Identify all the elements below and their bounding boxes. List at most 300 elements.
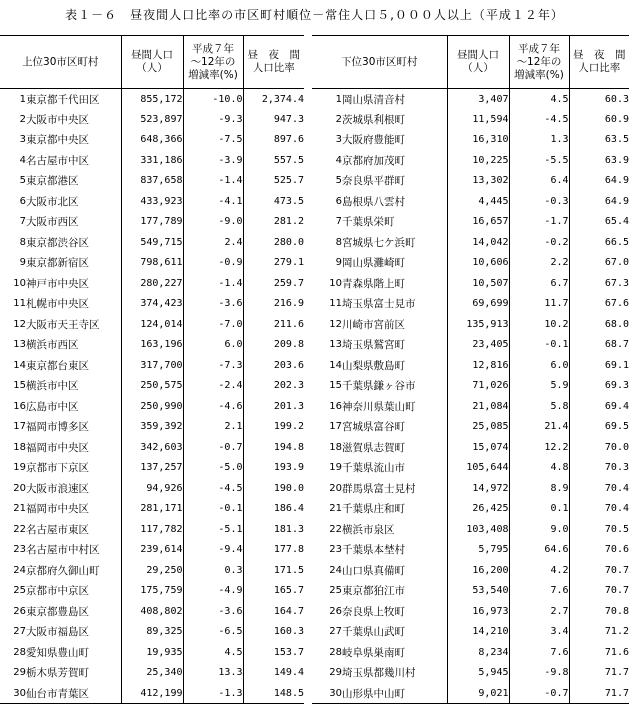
municipality-name: 京都市下京区 [26,458,121,479]
municipality-name: 青森県階上町 [342,273,447,294]
day-night-ratio: 67.3 [569,273,629,294]
table-row [312,376,629,397]
header-line: （人） [122,62,183,75]
day-night-ratio: 70.8 [569,601,629,622]
table-row [0,150,304,171]
growth-rate: 4.5 [183,642,243,663]
rank-cell: 26 [312,601,342,622]
growth-rate: -0.9 [183,253,243,274]
rank-cell: 30 [0,683,26,704]
day-night-ratio: 201.3 [243,396,304,417]
table-row [312,355,629,376]
day-night-ratio: 64.9 [569,191,629,212]
day-night-ratio: 280.0 [243,232,304,253]
municipality-name: 神戸市中央区 [26,273,121,294]
growth-rate: -9.4 [183,540,243,561]
table-row [312,171,629,192]
daytime-population: 105,644 [447,458,509,479]
day-night-ratio: 160.3 [243,622,304,643]
rank-cell: 10 [0,273,26,294]
municipality-name: 東京都港区 [26,171,121,192]
table-row [0,642,304,663]
table-row [0,519,304,540]
municipality-name: 大阪市西区 [26,212,121,233]
table-row [312,294,629,315]
growth-rate: 2.7 [509,601,569,622]
day-night-ratio: 60.3 [569,89,629,110]
daytime-population: 137,257 [121,458,183,479]
day-night-ratio: 70.7 [569,581,629,602]
growth-rate: 6.4 [509,171,569,192]
day-night-ratio: 194.8 [243,437,304,458]
daytime-population: 124,014 [121,314,183,335]
municipality-name: 東京都千代田区 [26,89,121,110]
growth-rate: -0.1 [509,335,569,356]
rank-cell: 13 [0,335,26,356]
day-night-ratio: 63.9 [569,150,629,171]
rank-cell: 17 [312,417,342,438]
day-night-ratio: 70.7 [569,560,629,581]
municipality-name: 岡山県清音村 [342,89,447,110]
table-row [312,683,629,704]
daytime-population: 342,603 [121,437,183,458]
growth-rate: -1.7 [509,212,569,233]
rank-cell: 28 [0,642,26,663]
table-row [0,191,304,212]
daytime-population: 14,972 [447,478,509,499]
rank-cell: 26 [0,601,26,622]
daytime-population: 3,407 [447,89,509,110]
municipality-name: 福岡市博多区 [26,417,121,438]
growth-rate: 6.7 [509,273,569,294]
day-night-ratio: 70.0 [569,437,629,458]
table-row [312,499,629,520]
rank-cell: 16 [312,396,342,417]
table-row [0,478,304,499]
daytime-population: 359,392 [121,417,183,438]
growth-rate: 6.0 [509,355,569,376]
day-night-ratio: 2,374.4 [243,89,304,110]
rank-cell: 5 [0,171,26,192]
municipality-name: 大阪市浪速区 [26,478,121,499]
daytime-population: 16,657 [447,212,509,233]
table-row [0,540,304,561]
day-night-ratio: 557.5 [243,150,304,171]
growth-rate: 8.9 [509,478,569,499]
growth-rate: 21.4 [509,417,569,438]
day-night-ratio: 473.5 [243,191,304,212]
table-row [312,601,629,622]
daytime-population: 29,250 [121,560,183,581]
rank-cell: 12 [0,314,26,335]
municipality-name: 京都府久御山町 [26,560,121,581]
growth-rate: -0.1 [183,499,243,520]
daytime-population: 10,507 [447,273,509,294]
municipality-name: 名古屋市中区 [26,150,121,171]
daytime-population: 10,225 [447,150,509,171]
municipality-name: 横浜市泉区 [342,519,447,540]
day-night-ratio: 181.3 [243,519,304,540]
growth-rate: -1.4 [183,171,243,192]
day-night-ratio: 67.6 [569,294,629,315]
daytime-population: 317,700 [121,355,183,376]
table-row [312,622,629,643]
daytime-population: 281,171 [121,499,183,520]
day-night-ratio: 69.4 [569,396,629,417]
top30-header-row [0,36,304,89]
table-row [312,437,629,458]
day-night-ratio: 69.5 [569,417,629,438]
header-line: 昼間人口 [448,49,509,62]
day-night-ratio: 63.5 [569,130,629,151]
day-night-ratio: 947.3 [243,109,304,130]
table-row [0,663,304,684]
growth-rate: -3.9 [183,150,243,171]
table-row [312,109,629,130]
header-line: 昼 夜 間 [570,49,629,62]
daytime-population: 280,227 [121,273,183,294]
growth-rate: -7.5 [183,130,243,151]
day-night-ratio: 67.0 [569,253,629,274]
table-row [312,273,629,294]
rank-cell: 11 [0,294,26,315]
rank-cell: 21 [0,499,26,520]
day-night-ratio: 209.8 [243,335,304,356]
table-row [0,683,304,704]
table-row [0,335,304,356]
day-night-ratio: 71.6 [569,642,629,663]
rank-cell: 14 [0,355,26,376]
growth-rate: -4.6 [183,396,243,417]
day-night-ratio: 193.9 [243,458,304,479]
daytime-population: 16,200 [447,560,509,581]
table-row [0,396,304,417]
rank-cell: 8 [312,232,342,253]
municipality-name: 仙台市青葉区 [26,683,121,704]
daytime-population: 798,611 [121,253,183,274]
growth-rate: -9.8 [509,663,569,684]
daytime-population: 71,026 [447,376,509,397]
daytime-population: 5,795 [447,540,509,561]
rank-cell: 18 [312,437,342,458]
daytime-population: 13,302 [447,171,509,192]
table-row [0,89,304,110]
rank-cell: 1 [0,89,26,110]
rank-cell: 12 [312,314,342,335]
daytime-population: 855,172 [121,89,183,110]
table-row [312,150,629,171]
table-row [312,478,629,499]
top30-daytime-header [121,36,183,89]
rank-cell: 2 [0,109,26,130]
table-row [0,212,304,233]
day-night-ratio: 69.3 [569,376,629,397]
table-row [312,314,629,335]
bottom30-growth-header [509,36,569,89]
table-row [312,417,629,438]
day-night-ratio: 153.7 [243,642,304,663]
municipality-name: 宮城県七ケ浜町 [342,232,447,253]
day-night-ratio: 202.3 [243,376,304,397]
municipality-name: 横浜市西区 [26,335,121,356]
growth-rate: -7.0 [183,314,243,335]
daytime-population: 374,423 [121,294,183,315]
growth-rate: -10.0 [183,89,243,110]
table-row [312,212,629,233]
daytime-population: 103,408 [447,519,509,540]
rank-cell: 27 [312,622,342,643]
daytime-population: 10,606 [447,253,509,274]
growth-rate: -4.9 [183,581,243,602]
header-line: ～12年の [184,56,243,69]
growth-rate: -4.5 [509,109,569,130]
municipality-name: 奈良県上牧町 [342,601,447,622]
daytime-population: 26,425 [447,499,509,520]
table-row [312,253,629,274]
bottom30-body [312,89,629,704]
daytime-population: 69,699 [447,294,509,315]
table-row [312,191,629,212]
rank-cell: 24 [312,560,342,581]
table-row [0,171,304,192]
growth-rate: 4.8 [509,458,569,479]
daytime-population: 21,084 [447,396,509,417]
day-night-ratio: 70.5 [569,519,629,540]
growth-rate: -0.7 [509,683,569,704]
table-row [0,458,304,479]
top30-ratio-header [243,36,304,89]
table-row [312,130,629,151]
daytime-population: 408,802 [121,601,183,622]
growth-rate: 9.0 [509,519,569,540]
header-line: 平成７年 [510,43,569,56]
day-night-ratio: 65.4 [569,212,629,233]
bottom30-table [312,35,629,704]
rank-cell: 19 [0,458,26,479]
day-night-ratio: 149.4 [243,663,304,684]
rank-cell: 9 [312,253,342,274]
rank-cell: 2 [312,109,342,130]
rank-cell: 23 [312,540,342,561]
header-line: 昼 夜 間 [244,49,305,62]
rank-cell: 16 [0,396,26,417]
daytime-population: 25,340 [121,663,183,684]
table-row [0,499,304,520]
rank-cell: 25 [0,581,26,602]
municipality-name: 千葉県山武町 [342,622,447,643]
growth-rate: 5.8 [509,396,569,417]
growth-rate: -1.4 [183,273,243,294]
header-line: 増減率(%) [510,69,569,82]
daytime-population: 837,658 [121,171,183,192]
growth-rate: -5.1 [183,519,243,540]
daytime-population: 15,074 [447,437,509,458]
growth-rate: 2.4 [183,232,243,253]
municipality-name: 大阪府豊能町 [342,130,447,151]
municipality-name: 名古屋市中村区 [26,540,121,561]
day-night-ratio: 68.0 [569,314,629,335]
municipality-name: 山口県真備町 [342,560,447,581]
municipality-name: 札幌市中央区 [26,294,121,315]
day-night-ratio: 70.4 [569,478,629,499]
growth-rate: 1.3 [509,130,569,151]
rank-cell: 7 [0,212,26,233]
growth-rate: -2.4 [183,376,243,397]
growth-rate: -1.3 [183,683,243,704]
daytime-population: 175,759 [121,581,183,602]
table-row [0,355,304,376]
growth-rate: 64.6 [509,540,569,561]
day-night-ratio: 190.0 [243,478,304,499]
table-row [312,458,629,479]
daytime-population: 177,789 [121,212,183,233]
growth-rate: 0.3 [183,560,243,581]
rank-cell: 15 [0,376,26,397]
bottom30-header-row [312,36,629,89]
table-row [312,581,629,602]
growth-rate: 2.2 [509,253,569,274]
municipality-name: 千葉県栄町 [342,212,447,233]
municipality-name: 東京都狛江市 [342,581,447,602]
bottom30-ratio-header [569,36,629,89]
day-night-ratio: 199.2 [243,417,304,438]
table-row [312,396,629,417]
rank-cell: 18 [0,437,26,458]
municipality-name: 千葉県庄和町 [342,499,447,520]
rank-cell: 20 [312,478,342,499]
rank-cell: 29 [0,663,26,684]
table-row [0,232,304,253]
day-night-ratio: 897.6 [243,130,304,151]
rank-cell: 6 [0,191,26,212]
daytime-population: 4,445 [447,191,509,212]
day-night-ratio: 60.9 [569,109,629,130]
rank-cell: 30 [312,683,342,704]
rank-cell: 4 [0,150,26,171]
growth-rate: 0.1 [509,499,569,520]
table-row [0,581,304,602]
daytime-population: 135,913 [447,314,509,335]
growth-rate: 3.4 [509,622,569,643]
top30-name-header: 上位30市区町村 [0,36,121,89]
municipality-name: 宮城県富谷町 [342,417,447,438]
top30-growth-header [183,36,243,89]
day-night-ratio: 71.7 [569,683,629,704]
growth-rate: 6.0 [183,335,243,356]
rank-cell: 3 [312,130,342,151]
table-row [0,130,304,151]
table-row [312,540,629,561]
growth-rate: -4.5 [183,478,243,499]
rank-cell: 7 [312,212,342,233]
day-night-ratio: 64.9 [569,171,629,192]
municipality-name: 福岡市中央区 [26,499,121,520]
table-row [0,376,304,397]
day-night-ratio: 71.7 [569,663,629,684]
municipality-name: 大阪市天王寺区 [26,314,121,335]
day-night-ratio: 70.3 [569,458,629,479]
rank-cell: 28 [312,642,342,663]
header-line: 増減率(%) [184,69,243,82]
municipality-name: 埼玉県富士見市 [342,294,447,315]
municipality-name: 福岡市中央区 [26,437,121,458]
rank-cell: 22 [0,519,26,540]
day-night-ratio: 66.5 [569,232,629,253]
day-night-ratio: 164.7 [243,601,304,622]
growth-rate: 11.7 [509,294,569,315]
growth-rate: -6.5 [183,622,243,643]
growth-rate: -3.6 [183,601,243,622]
municipality-name: 神奈川県葉山町 [342,396,447,417]
municipality-name: 埼玉県鷲宮町 [342,335,447,356]
day-night-ratio: 71.2 [569,622,629,643]
municipality-name: 埼玉県都幾川村 [342,663,447,684]
municipality-name: 山梨県敷島町 [342,355,447,376]
daytime-population: 16,973 [447,601,509,622]
municipality-name: 滋賀県志賀町 [342,437,447,458]
growth-rate: -5.5 [509,150,569,171]
growth-rate: 2.1 [183,417,243,438]
municipality-name: 山形県中山町 [342,683,447,704]
rank-cell: 29 [312,663,342,684]
daytime-population: 94,926 [121,478,183,499]
rank-cell: 23 [0,540,26,561]
municipality-name: 千葉県鎌ヶ谷市 [342,376,447,397]
daytime-population: 412,199 [121,683,183,704]
municipality-name: 東京都新宿区 [26,253,121,274]
daytime-population: 250,575 [121,376,183,397]
rank-cell: 21 [312,499,342,520]
rank-cell: 27 [0,622,26,643]
municipality-name: 東京都台東区 [26,355,121,376]
header-line: ～12年の [510,56,569,69]
growth-rate: -0.7 [183,437,243,458]
growth-rate: 10.2 [509,314,569,335]
rank-cell: 8 [0,232,26,253]
day-night-ratio: 70.6 [569,540,629,561]
municipality-name: 川崎市宮前区 [342,314,447,335]
daytime-population: 19,935 [121,642,183,663]
daytime-population: 239,614 [121,540,183,561]
day-night-ratio: 171.5 [243,560,304,581]
table-row [0,437,304,458]
growth-rate: 5.9 [509,376,569,397]
daytime-population: 25,085 [447,417,509,438]
table-row [312,89,629,110]
daytime-population: 331,186 [121,150,183,171]
growth-rate: -0.2 [509,232,569,253]
daytime-population: 89,325 [121,622,183,643]
daytime-population: 53,540 [447,581,509,602]
day-night-ratio: 525.7 [243,171,304,192]
table-row [0,253,304,274]
day-night-ratio: 216.9 [243,294,304,315]
growth-rate: 13.3 [183,663,243,684]
day-night-ratio: 70.4 [569,499,629,520]
header-line: （人） [448,62,509,75]
daytime-population: 11,594 [447,109,509,130]
table-row [0,294,304,315]
municipality-name: 千葉県流山市 [342,458,447,479]
growth-rate: 12.2 [509,437,569,458]
municipality-name: 名古屋市東区 [26,519,121,540]
bottom30-daytime-header [447,36,509,89]
table-row [0,273,304,294]
municipality-name: 京都府加茂町 [342,150,447,171]
municipality-name: 岐阜県巣南町 [342,642,447,663]
daytime-population: 250,990 [121,396,183,417]
rank-cell: 9 [0,253,26,274]
